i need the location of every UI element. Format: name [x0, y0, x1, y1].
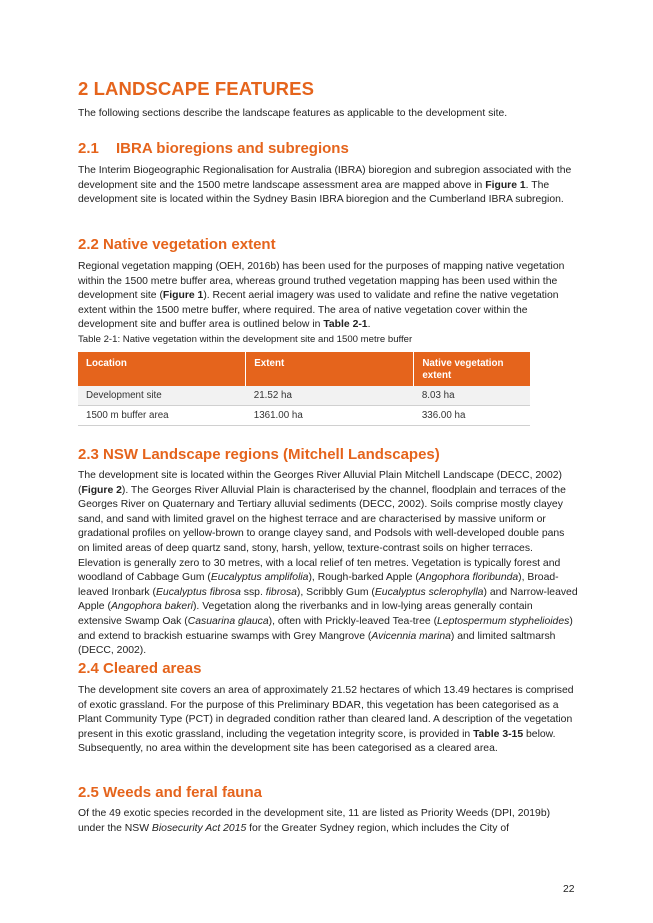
table-cell: 8.03 ha	[414, 386, 530, 406]
species-name: Avicennia marina	[371, 630, 451, 642]
species-name: Leptospermum styphelioides	[437, 615, 570, 627]
table-reference: Table 2-1	[323, 319, 368, 331]
act-name: Biosecurity Act 2015	[151, 822, 247, 834]
column-header-extent: Extent	[246, 352, 414, 386]
figure-reference: Figure 1	[485, 179, 526, 191]
cleared-areas-paragraph	[78, 684, 578, 757]
native-vegetation-paragraph	[78, 260, 578, 333]
species-name: Eucalyptus sclerophylla	[374, 586, 484, 598]
section-heading-landscape-features: 2 LANDSCAPE FEATURES	[78, 78, 315, 99]
native-vegetation-table	[78, 352, 530, 426]
table-row	[78, 386, 530, 406]
table-cell: 336.00 ha	[414, 406, 530, 426]
table-reference: Table 3-15	[473, 728, 524, 740]
text-run: Regional vegetation mapping (OEH, 2016b) has been used for the purposes of mapping native vegetation within the 1500 metre buffer area, whereas ground truthed vegetation mapping has been used within the development site (	[78, 261, 565, 302]
text-run: Of the 49 exotic species recorded in the development site, 11 are listed as Priority Weeds (DPI, 2019b) under the NSW	[78, 808, 551, 834]
table-header-row	[78, 352, 530, 386]
heading-weeds-feral-fauna: 2.5 Weeds and feral fauna	[78, 784, 262, 801]
species-name: Angophora floribunda	[418, 572, 519, 584]
table-cell: Development site	[78, 386, 246, 406]
text-run: ), Broad-leaved Ironbark (	[78, 572, 559, 598]
table-row	[78, 406, 530, 426]
text-run: . The development site is located within the Sydney Basin IBRA bioregion and the Cumberland IBRA subregion.	[78, 179, 564, 206]
text-run: .	[367, 319, 371, 331]
table-caption: Table 2-1: Native vegetation within the development site and 1500 metre buffer	[78, 334, 413, 345]
text-run: ) and limited saltmarsh (DECC, 2002).	[78, 630, 556, 657]
figure-reference: Figure 1	[162, 290, 204, 302]
text-run: for the Greater Sydney region, which includes the City of	[246, 822, 510, 834]
table-cell: 21.52 ha	[246, 386, 414, 406]
species-name: Casuarina glauca	[187, 615, 269, 627]
text-run: The development site is located within the Georges River Alluvial Plain Mitchell Landscape (DECC, 2002) (	[78, 470, 562, 496]
heading-mitchell-landscapes: 2.3 NSW Landscape regions (Mitchell Landscapes)	[78, 446, 440, 463]
figure-reference: Figure 2	[81, 484, 122, 496]
species-name: fibrosa	[265, 586, 297, 598]
text-run: ) and extend to brackish estuarine swamps with Grey Mangrove (	[78, 615, 573, 642]
ibra-paragraph	[78, 164, 578, 208]
table-cell: 1361.00 ha	[246, 406, 414, 426]
text-run: The Interim Biogeographic Regionalisation for Australia (IBRA) bioregion and subregion associated with the development site and the 1500 metre landscape assessment area are mapped above in	[78, 165, 572, 191]
heading-native-vegetation-extent: 2.2 Native vegetation extent	[78, 236, 276, 253]
column-header-location: Location	[78, 352, 246, 386]
text-run: ) and Narrow-leaved Apple (	[78, 586, 578, 613]
weeds-paragraph	[78, 807, 578, 836]
page-number: 22	[563, 884, 575, 895]
mitchell-landscapes-paragraph	[78, 469, 578, 659]
text-run: below. Subsequently, no area within the development site has been categorised as a cleared area.	[78, 728, 556, 755]
text-run: ssp.	[240, 586, 266, 598]
text-run: ), often with Prickly-leaved Tea-tree (	[268, 615, 438, 627]
species-name: Eucalyptus fibrosa	[155, 586, 241, 598]
table-cell: 1500 m buffer area	[78, 406, 246, 426]
heading-number: 2.1	[78, 140, 99, 157]
heading-ibra-bioregions	[78, 140, 349, 157]
text-run: ), Scribbly Gum (	[296, 586, 375, 598]
intro-paragraph: The following sections describe the landscape features as applicable to the development site.	[78, 108, 508, 119]
species-name: Eucalyptus amplifolia	[210, 572, 309, 584]
text-run: ). Recent aerial imagery was used to validate and refine the native vegetation extent within the 1500 metre buffer, where required. The area of native vegetation cover within the development site and buffer area is outlined below in	[78, 290, 559, 331]
text-run: The development site covers an area of approximately 21.52 hectares of which 13.49 hectares is comprised of exotic grassland. For the purpose of this Preliminary BDAR, this vegetation has been categorised as a Plant Community Type (PCT) in degraded condition rather than cleared land. A description of the vegetation present in this exotic grassland, including the vegetation integrity score, is provided in	[78, 685, 574, 740]
text-run: ), Rough-barked Apple (	[308, 572, 419, 584]
text-run: ). Vegetation along the riverbanks and in low-lying areas generally contain extensive Swamp Oak (	[78, 601, 533, 627]
heading-cleared-areas: 2.4 Cleared areas	[78, 660, 202, 677]
text-run: ). The Georges River Alluvial Plain is characterised by the channel, floodplain and terraces of the Georges River on Quaternary and Tertiary alluvial sediments (DECC, 2002). Soils comprise mostly clayey sand, and sand with limited gravel on the highest terrace and are characterised by massive uniform or gradational profiles on yellow-brown to orange clayey sand, and Podsols with well-developed double pans on limited areas of deep quartz sand, stony, harsh, yellow, texture-contrast soils on higher terraces. Elevation is generally zero to 30 metres, with a local relief of ten metres. Vegetation is typically forest and woodland of Cabbage Gum (	[78, 484, 566, 584]
species-name: Angophora bakeri	[110, 601, 193, 613]
column-header-native-vegetation-extent: Native vegetation extent	[414, 352, 530, 386]
heading-text: IBRA bioregions and subregions	[116, 140, 349, 157]
